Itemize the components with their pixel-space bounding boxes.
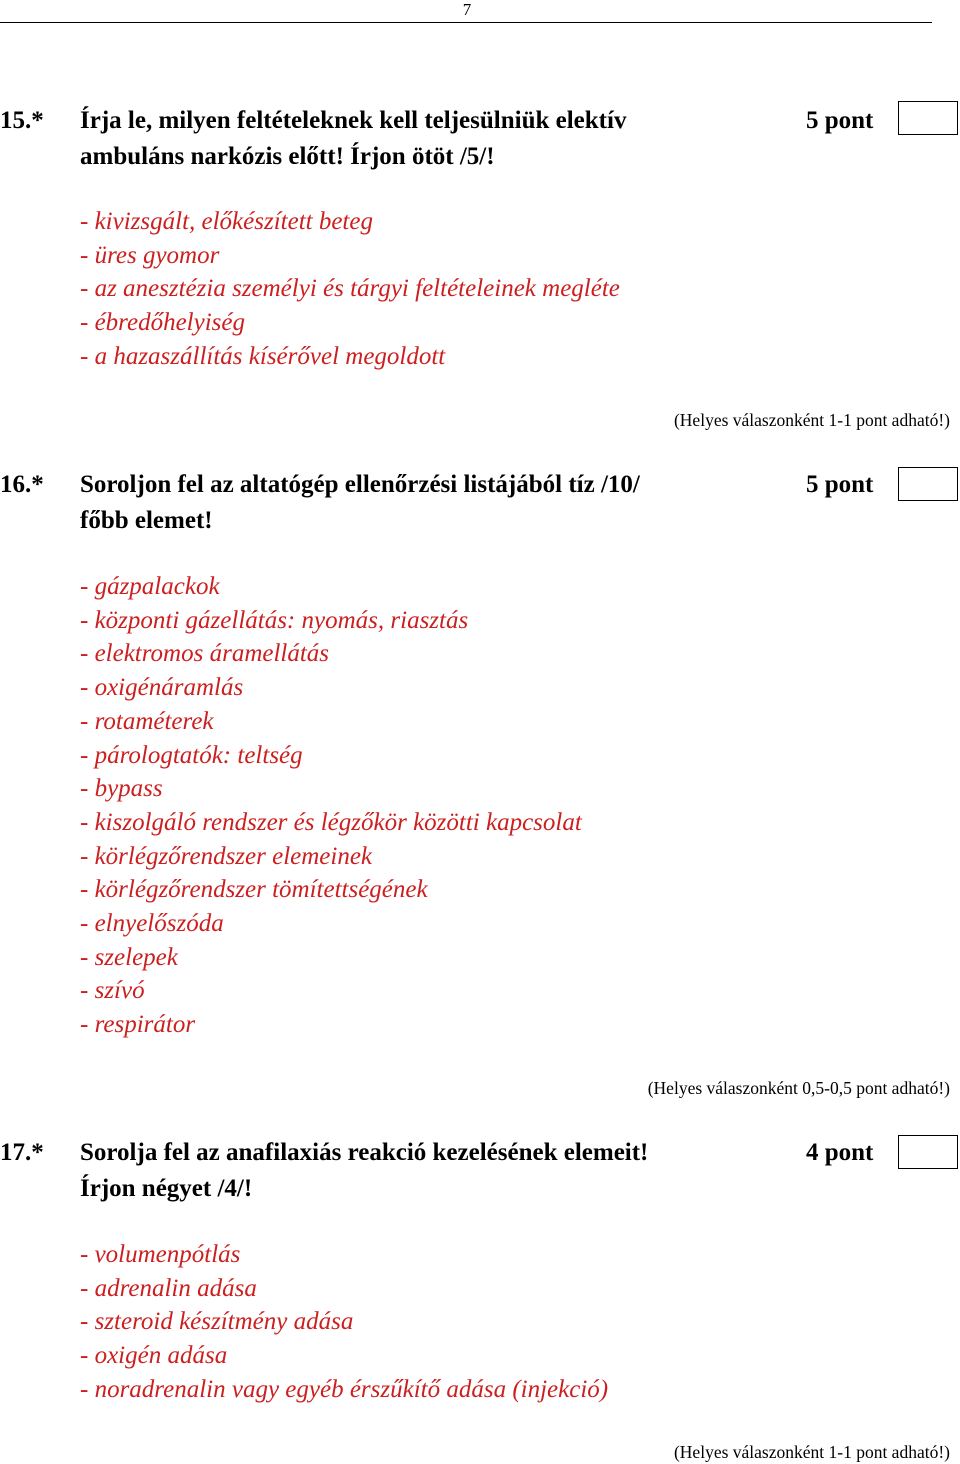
answer-item: - párologtatók: teltség xyxy=(80,741,303,769)
question-text xyxy=(80,103,780,175)
question-text-line: Soroljon fel az altatógép ellenőrzési listájából tíz /10/ xyxy=(80,471,640,498)
header-rule xyxy=(0,22,932,23)
scoring-note-15: (Helyes válaszonként 1-1 pont adható!) xyxy=(673,410,950,430)
answer-item: - körlégzőrendszer tömítettségének xyxy=(80,876,428,904)
question-points: 4 pont xyxy=(806,1139,874,1166)
answer-item: - elnyelőszóda xyxy=(80,910,224,938)
answer-item: - szteroid készítmény adása xyxy=(80,1308,354,1336)
answer-item: - körlégzőrendszer elemeinek xyxy=(80,842,373,870)
answer-item: - volumenpótlás xyxy=(80,1241,241,1268)
score-box-15[interactable] xyxy=(898,101,958,135)
answer-item: - rotaméterek xyxy=(80,707,214,735)
answer-item: - központi gázellátás: nyomás, riasztás xyxy=(80,606,469,634)
score-box-17[interactable] xyxy=(898,1135,958,1169)
question-text-line: főbb elemet! xyxy=(80,507,213,534)
answer-item: - az anesztézia személyi és tárgyi feltételeinek megléte xyxy=(80,275,620,303)
question-text-line: Sorolja fel az anafilaxiás reakció kezelésének elemeit! xyxy=(80,1139,649,1166)
answer-item: - oxigén adása xyxy=(80,1342,228,1370)
question-points: 5 pont xyxy=(806,471,874,498)
answer-item: - üres gyomor xyxy=(80,241,220,269)
answer-item: - szelepek xyxy=(80,943,178,971)
scoring-note-17: (Helyes válaszonként 1-1 pont adható!) xyxy=(673,1442,950,1462)
answer-item: - szívó xyxy=(80,977,145,1005)
answer-item: - kiszolgáló rendszer és légzőkör közötti kapcsolat xyxy=(80,808,582,836)
answer-item: - noradrenalin vagy egyéb érszűkítő adása (injekció) xyxy=(80,1375,609,1403)
answer-list-15 xyxy=(80,205,620,374)
question-text-line: Írja le, milyen feltételeknek kell teljesülniük elektív xyxy=(80,107,627,134)
question-text-line: ambuláns narkózis előtt! Írjon ötöt /5/! xyxy=(80,143,495,170)
question-text xyxy=(80,467,780,539)
answer-item: - elektromos áramellátás xyxy=(80,640,330,668)
answer-item: - a hazaszállítás kísérővel megoldott xyxy=(80,342,446,370)
answer-item: - gázpalackok xyxy=(80,573,220,600)
question-points: 5 pont xyxy=(806,107,874,134)
question-number: 15.* xyxy=(0,107,44,134)
question-number: 17.* xyxy=(0,1139,44,1166)
answer-list-17 xyxy=(80,1238,608,1407)
answer-item: - bypass xyxy=(80,775,163,803)
page-number: 7 xyxy=(462,0,472,19)
answer-item: - respirátor xyxy=(80,1011,196,1039)
score-box-16[interactable] xyxy=(898,467,958,501)
question-text-line: Írjon négyet /4/! xyxy=(80,1175,253,1202)
answer-item: - adrenalin adása xyxy=(80,1274,257,1302)
answer-item: - kivizsgált, előkészített beteg xyxy=(80,208,373,235)
question-text xyxy=(80,1135,780,1207)
scoring-note-16: (Helyes válaszonként 0,5-0,5 pont adható!) xyxy=(647,1078,950,1098)
answer-item: - ébredőhelyiség xyxy=(80,309,245,337)
question-number: 16.* xyxy=(0,471,44,498)
answer-list-16 xyxy=(80,570,582,1042)
answer-item: - oxigénáramlás xyxy=(80,674,244,702)
